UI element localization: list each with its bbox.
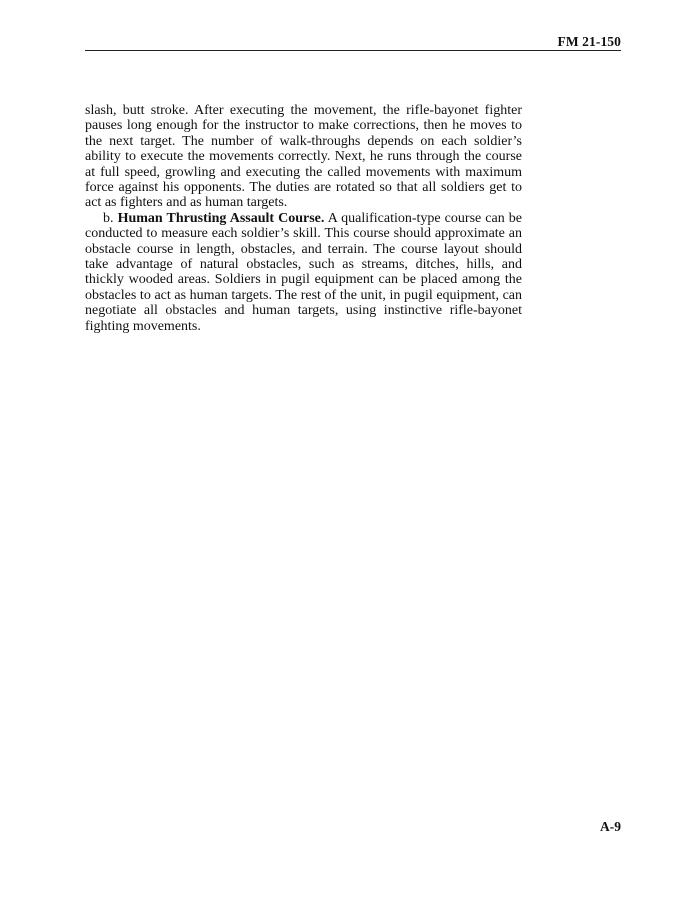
paragraph-continued: slash, butt stroke. After executing the movement, the rifle-bayonet fighter pauses long enough for the instructor to make corrections, then he moves to the next target. The number of walk-throughs depends on each soldier’s ability to execute the movements correctly. Next, he runs through the course at full speed, growling and executing the called movements with maximum force against his opponents. The duties are rotated so that all soldiers get to act as fighters and as human targets. [85,103,522,211]
paragraph-b-letter: b. [103,210,114,226]
document-code: FM 21-150 [557,34,621,49]
page-number: A-9 [600,819,621,834]
body-text [85,103,522,334]
paragraph-b [85,211,522,334]
header-rule [85,50,621,51]
paragraph-b-heading: Human Thrusting Assault Course. [117,210,325,226]
paragraph-b-text: A qualification-type course can be conducted to measure each soldier’s skill. This course should approximate an obstacle course in length, obstacles, and terrain. The course layout should take advantage of natural obstacles, such as streams, ditches, hills, and thickly wooded areas. Soldiers in pugil equipment can be placed among the obstacles to act as human targets. The rest of the unit, in pugil equipment, can negotiate all obstacles and human targets, using instinctive rifle-bayonet fighting movements. [85,210,522,334]
